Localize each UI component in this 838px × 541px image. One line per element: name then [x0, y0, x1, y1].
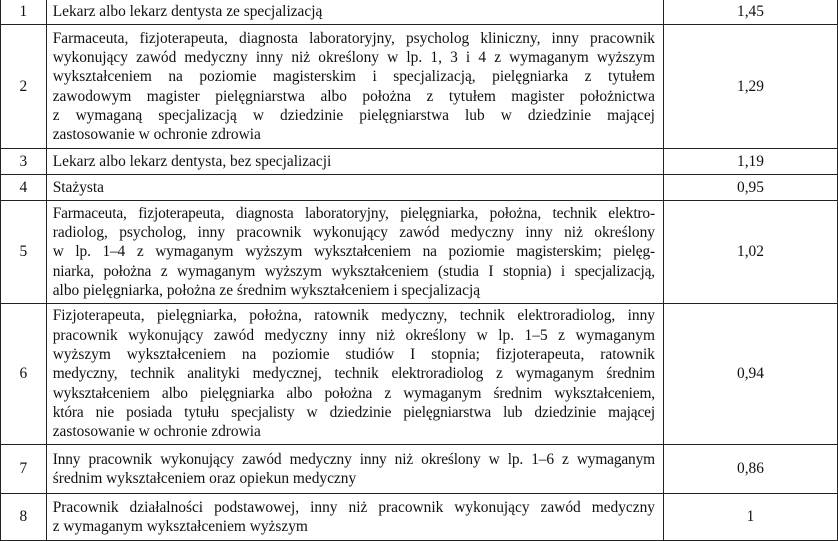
description-line: Farmaceuta, fizjoterapeuta, diagnosta laboratoryjny, psycholog kliniczny, inny pracownik [52, 29, 655, 47]
description-line: pracownik wykonujący zawód medyczny inny niż określony w lp. 1–5 z wymaganym [52, 326, 655, 344]
table-row [1, 149, 838, 175]
row-description [46, 304, 663, 445]
row-number: 3 [1, 149, 47, 175]
description-line: średnim wykształceniem oraz opiekun medyczny [52, 470, 357, 487]
row-description [46, 175, 663, 201]
description-line: Lekarz albo lekarz dentysta ze specjalizacją [52, 2, 323, 20]
description-line: wykonujący zawód medyczny inny niż określony w lp. 1, 3 i 4 z wymaganym wyższym [52, 48, 655, 66]
row-description [46, 0, 663, 25]
row-coefficient: 1 [663, 494, 837, 541]
row-number: 2 [1, 25, 47, 149]
table-row [1, 175, 838, 201]
row-coefficient: 1,45 [663, 0, 837, 25]
description-line: niarka, położna z wymaganym wyższym wykształceniem (studia I stopnia) i specjalizacją, [52, 262, 655, 280]
description-line: zastosowanie w ochronie zdrowia [52, 423, 261, 441]
description-line: z wymaganą specjalizacją w dziedzinie pielęgniarstwa lub w dziedzinie mającej [52, 106, 655, 124]
table-row [1, 201, 838, 304]
row-number: 1 [1, 0, 47, 25]
table-row [1, 25, 838, 149]
description-line: radiolog, psycholog, inny pracownik wykonujący zawód medyczny inny niż określony [52, 224, 655, 242]
table-row [1, 445, 838, 494]
table-row [1, 494, 838, 541]
description-line: wyższym wykształceniem na poziomie studiów I stopnia; fizjoterapeuta, ratownik [52, 346, 655, 364]
row-coefficient: 1,29 [663, 25, 837, 149]
row-number: 7 [1, 445, 47, 494]
row-coefficient: 0,86 [663, 445, 837, 494]
row-description [46, 494, 663, 541]
row-description [46, 149, 663, 175]
row-description [46, 201, 663, 304]
description-line: Farmaceuta, fizjoterapeuta, diagnosta laboratoryjny, pielęgniarka, położna, technik elektro- [52, 204, 655, 222]
row-description [46, 25, 663, 149]
row-coefficient: 1,19 [663, 149, 837, 175]
row-number: 8 [1, 494, 47, 541]
description-line: Pracownik działalności podstawowej, inny niż pracownik wykonujący zawód medyczny [52, 498, 655, 516]
row-number: 4 [1, 175, 47, 201]
row-coefficient: 0,94 [663, 304, 837, 445]
row-description [46, 445, 663, 494]
row-number: 6 [1, 304, 47, 445]
description-line: Inny pracownik wykonujący zawód medyczny inny niż określony w lp. 1–6 z wymaganym [52, 450, 655, 468]
description-line: która nie posiada tytułu specjalisty w dziedzinie pielęgniarstwa lub dziedzinie mającej [52, 403, 655, 421]
description-line: wykształceniem na poziomie magisterskim i specjalizacją, pielęgniarka z tytułem [52, 68, 655, 86]
description-line: w lp. 1–4 z wymaganym wyższym wykształceniem na poziomie magisterskim; pielęg- [52, 243, 655, 261]
row-coefficient: 1,02 [663, 201, 837, 304]
description-line: z wymaganym wykształceniem wyższym [52, 518, 308, 535]
description-line: Lekarz albo lekarz dentysta, bez specjalizacji [52, 152, 332, 170]
description-line: albo pielęgniarka, położna ze średnim wykształceniem i specjalizacją [52, 281, 481, 299]
description-line: Stażysta [52, 178, 105, 196]
table-row [1, 304, 838, 445]
row-coefficient: 0,95 [663, 175, 837, 201]
description-line: zastosowanie w ochronie zdrowia [52, 126, 261, 144]
description-line: zawodowym magister pielęgniarstwa albo położna z tytułem magister położnictwa [52, 87, 655, 105]
description-line: wykształceniem albo pielęgniarka albo położna z wymaganym średnim wykształceniem, [52, 384, 655, 402]
description-line: Fizjoterapeuta, pielęgniarka, położna, ratownik medyczny, technik elektroradiolog, inny [52, 307, 655, 325]
table-row [1, 0, 838, 25]
row-number: 5 [1, 201, 47, 304]
description-line: medyczny, technik analityki medycznej, technik elektroradiolog z wymaganym średnim [52, 365, 655, 383]
